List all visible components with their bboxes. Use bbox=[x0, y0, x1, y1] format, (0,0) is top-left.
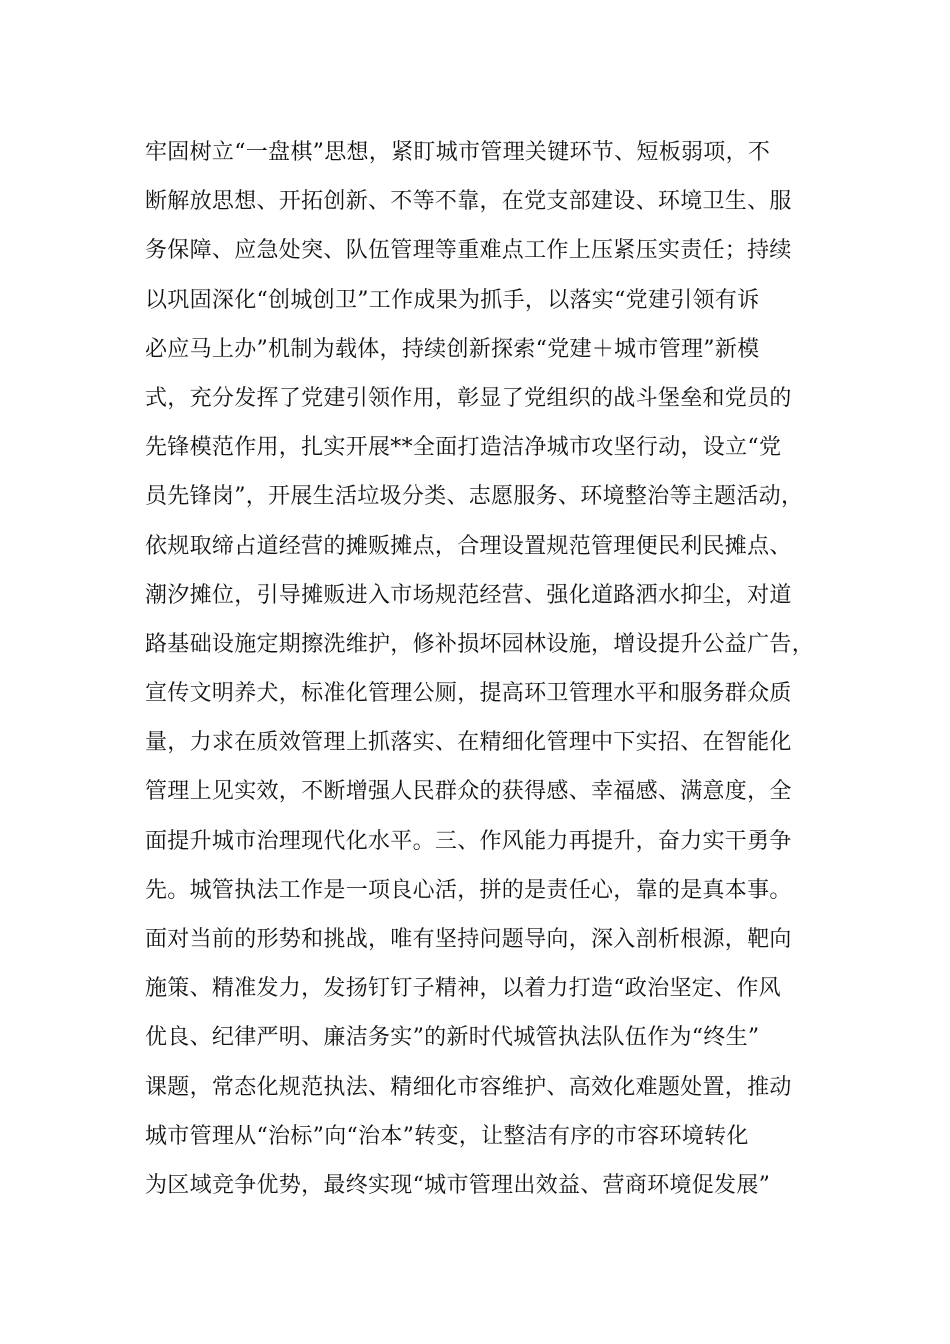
text-line: 式，充分发挥了党建引领作用，彰显了党组织的战斗堡垒和党员的 bbox=[145, 385, 792, 411]
text-line: 务保障、应急处突、队伍管理等重难点工作上压紧压实责任；持续 bbox=[145, 238, 792, 264]
text-line: 断解放思想、开拓创新、不等不靠，在党支部建设、环境卫生、服 bbox=[145, 189, 792, 215]
text-line: 面提升城市治理现代化水平。三、作风能力再提升，奋力实干勇争 bbox=[145, 828, 792, 854]
text-line: 员先锋岗”，开展生活垃圾分类、志愿服务、环境整治等主题活动， bbox=[145, 484, 804, 510]
text-line: 优良、纪律严明、廉洁务实”的新时代城管执法队伍作为“终生” bbox=[145, 1025, 760, 1051]
text-line: 以巩固深化“创城创卫”工作成果为抓手，以落实“党建引领有诉 bbox=[145, 287, 760, 313]
text-line: 必应马上办”机制为载体，持续创新探索“党建＋城市管理”新模 bbox=[145, 336, 760, 362]
text-line: 先锋模范作用，扎实开展**全面打造洁净城市攻坚行动，设立“党 bbox=[145, 435, 782, 461]
body-text bbox=[145, 128, 845, 1210]
text-line: 为区域竞争优势，最终实现“城市管理出效益、营商环境促发展” bbox=[145, 1172, 771, 1198]
text-line: 施策、精准发力，发扬钉钉子精神，以着力打造“政治坚定、作风 bbox=[145, 976, 781, 1002]
text-line: 依规取缔占道经营的摊贩摊点，合理设置规范管理便民利民摊点、 bbox=[145, 533, 792, 559]
text-line: 先。城管执法工作是一项良心活，拼的是责任心，靠的是真本事。 bbox=[145, 877, 792, 903]
text-line: 牢固树立“一盘棋”思想，紧盯城市管理关键环节、短板弱项，不 bbox=[145, 140, 771, 165]
text-line: 宣传文明养犬，标准化管理公厕，提高环卫管理水平和服务群众质 bbox=[145, 681, 792, 707]
text-line: 面对当前的形势和挑战，唯有坚持问题导向，深入剖析根源，靶向 bbox=[145, 927, 792, 952]
text-line: 课题，常态化规范执法、精细化市容维护、高效化难题处置，推动 bbox=[145, 1074, 792, 1100]
text-line: 城市管理从“治标”向“治本”转变，让整洁有序的市容环境转化 bbox=[145, 1123, 749, 1149]
text-line: 潮汐摊位，引导摊贩进入市场规范经营、强化道路洒水抑尘，对道 bbox=[145, 582, 792, 608]
text-line: 管理上见实效，不断增强人民群众的获得感、幸福感、满意度，全 bbox=[145, 779, 792, 805]
text-line: 路基础设施定期擦洗维护，修补损坏园林设施，增设提升公益广告， bbox=[145, 631, 815, 657]
text-line: 量，力求在质效管理上抓落实、在精细化管理中下实招、在智能化 bbox=[145, 730, 792, 756]
